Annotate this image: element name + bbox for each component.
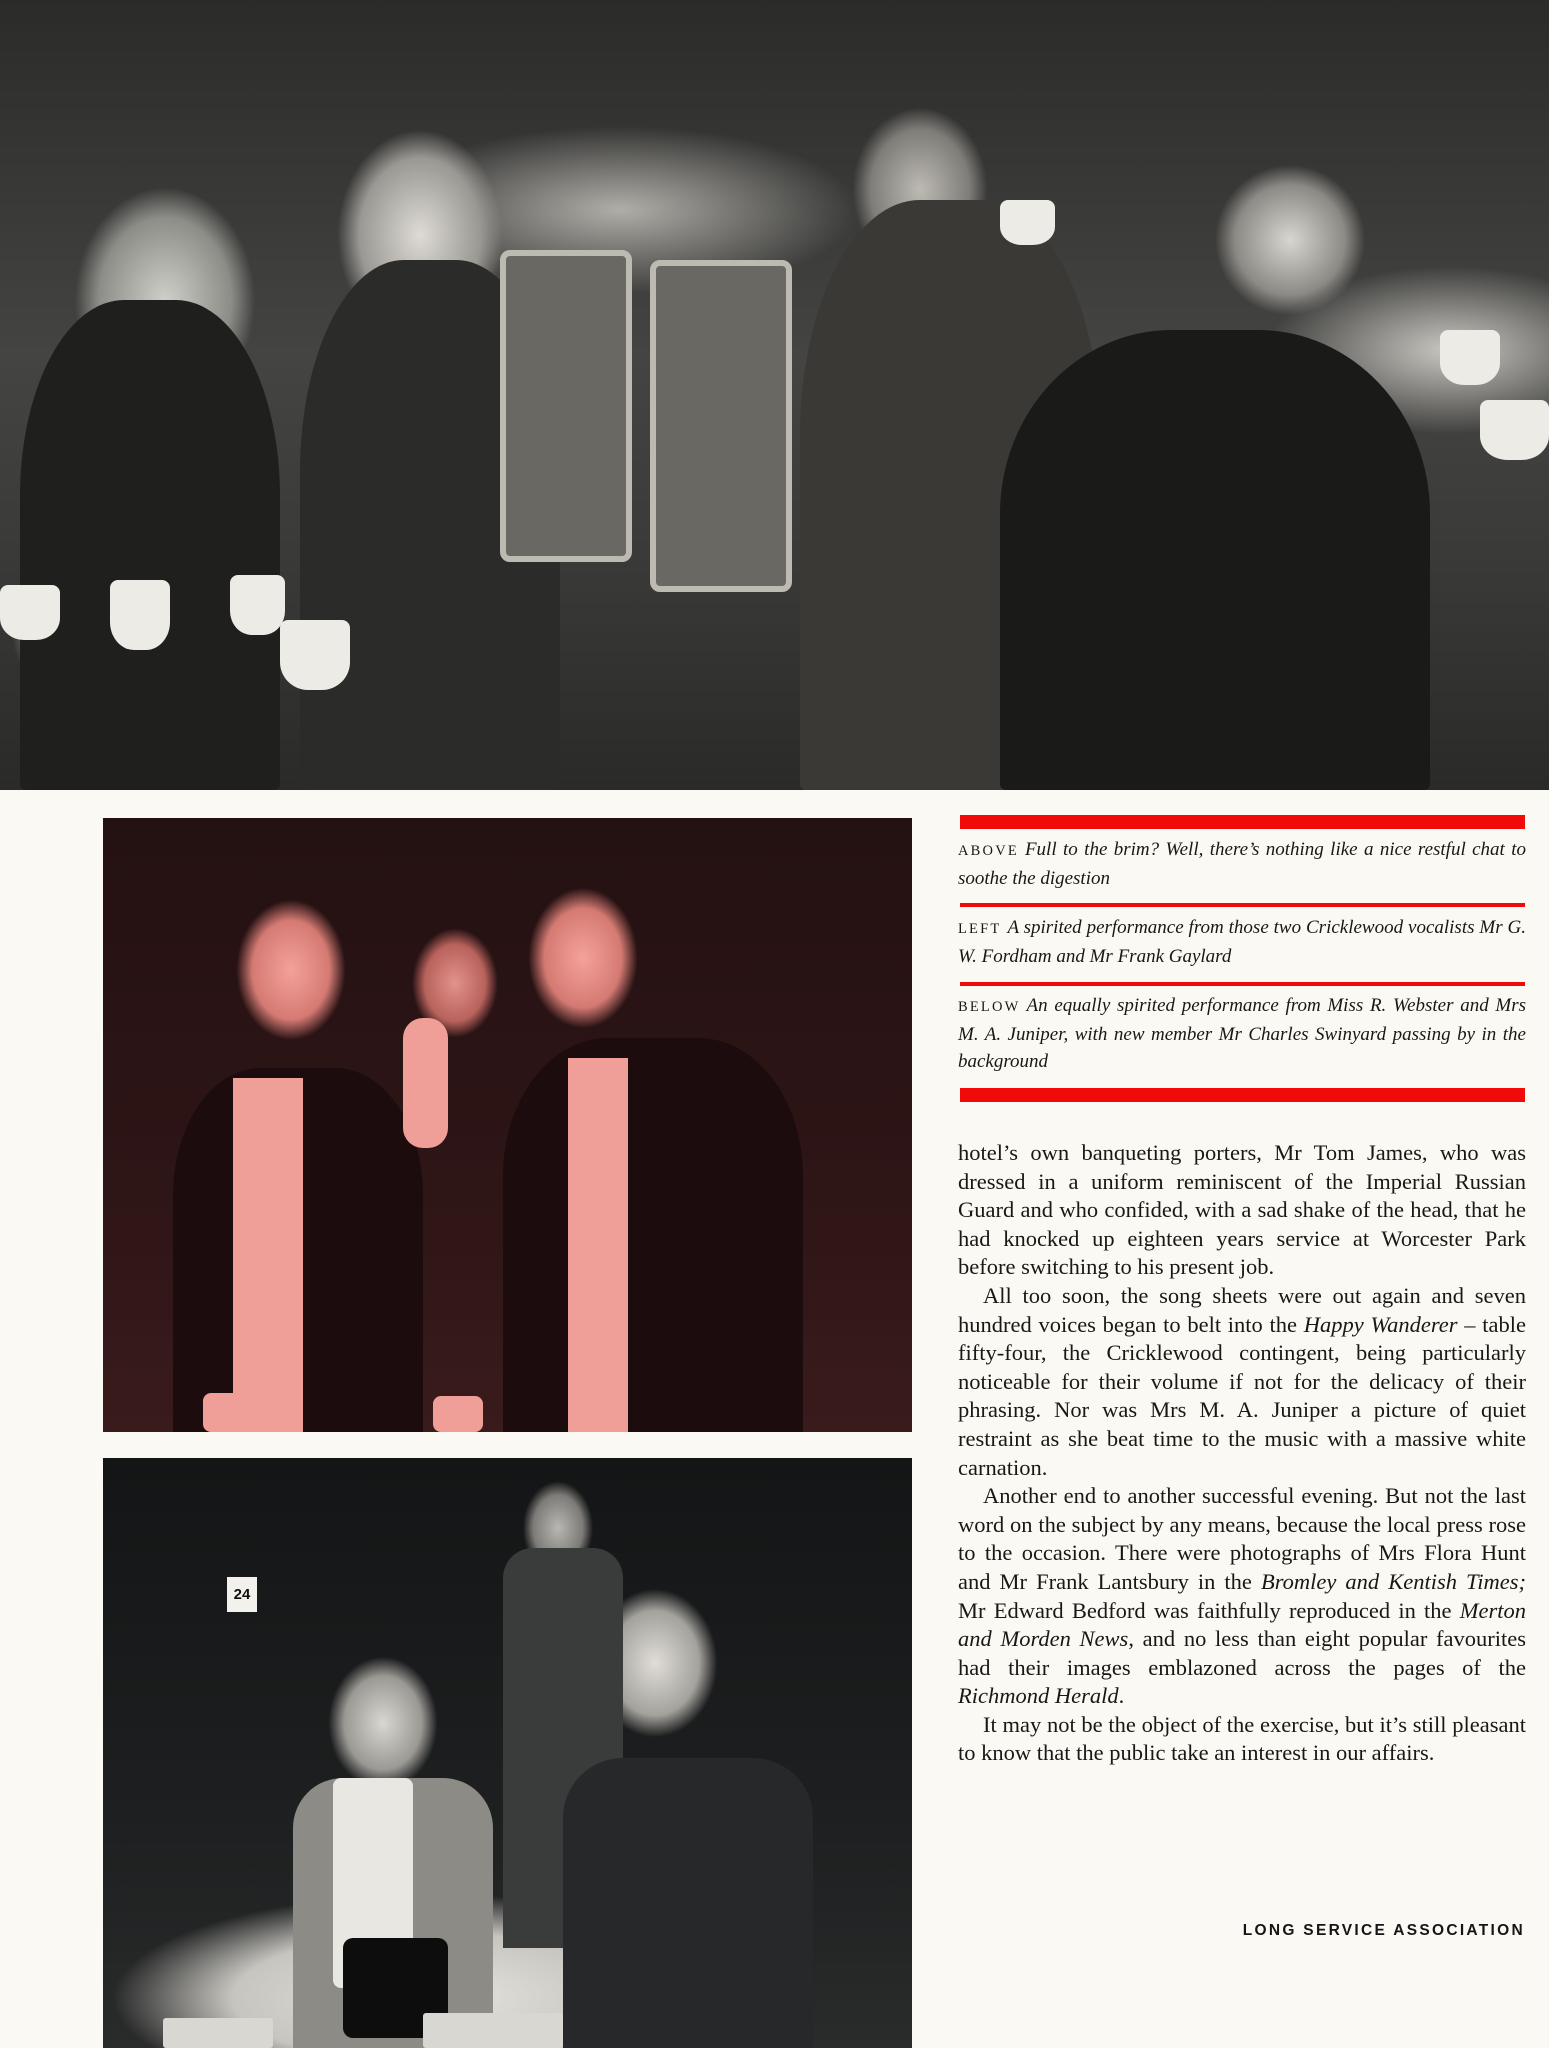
caption-left [958, 914, 1526, 970]
table-number-sign: 24 [227, 1577, 257, 1612]
article-paragraph [958, 1139, 1526, 1282]
article-paragraph [958, 1711, 1526, 1768]
photo-cup [110, 580, 170, 650]
photo-figure [503, 1038, 803, 1432]
photo-chair [500, 250, 632, 562]
publication-title: Merton and Morden News [958, 1597, 1526, 1652]
photo-cup [1480, 400, 1549, 460]
article-paragraph [958, 1482, 1526, 1711]
caption-text: A spirited performance from those two Cricklewood vocalists Mr G. W. Fordham and Mr Frank Gaylard [958, 917, 1526, 967]
text-run: It may not be the object of the exercise, but it’s still pleasant to know that the public take an interest in our affairs. [958, 1711, 1526, 1766]
photo-box [163, 2018, 273, 2048]
text-run: Mr Edward Bedford was faithfully reproduced in the [958, 1597, 1460, 1623]
caption-below [958, 992, 1526, 1075]
photo-spirited-performance [103, 1458, 912, 2048]
publication-title: Bromley and Kentish Times; [1260, 1568, 1526, 1594]
caption-above [958, 836, 1526, 892]
photo-figure [20, 300, 280, 790]
photo-chair [650, 260, 792, 592]
publication-footer: LONG SERVICE ASSOCIATION [1242, 1922, 1525, 1939]
photo-cup [1440, 330, 1500, 385]
photo-box [423, 2013, 563, 2048]
caption-label: BELOW [958, 999, 1021, 1015]
photo-cricklewood-vocalists [103, 818, 912, 1432]
publication-title: Happy Wanderer [1303, 1311, 1458, 1337]
article-paragraph [958, 1282, 1526, 1482]
caption-label: LEFT [958, 921, 1002, 937]
red-divider-thick [960, 815, 1525, 829]
photo-cup [433, 1396, 483, 1432]
photo-banquet-chat [0, 0, 1549, 790]
caption-text: An equally spirited performance from Miss R. Webster and Mrs M. A. Juniper, with new member Mr Charles Swinyard passing by in the background [958, 995, 1526, 1072]
photo-figure [1000, 330, 1430, 790]
text-run: , and no less than eight popular favourites had their images emblazoned across the pages of the [958, 1626, 1526, 1680]
photo-cup [0, 585, 60, 640]
text-run: Another end to another successful evening. But not the last word on the subject by any means, because the local press rose to the occasion. There were photographs of Mrs Flora Hunt and Mr Frank Lantsbury in the [958, 1483, 1526, 1594]
photo-figure [563, 1758, 813, 2048]
red-divider-thin [960, 903, 1525, 907]
photo-cup [203, 1393, 253, 1432]
caption-label: ABOVE [958, 843, 1019, 859]
photo-figure-shirt [568, 1058, 628, 1432]
text-run: All too soon, the song sheets were out again and seven hundred voices began to belt into the [958, 1282, 1526, 1337]
text-run: hotel’s own banqueting porters, Mr Tom James, who was dressed in a uniform reminiscent of the Imperial Russian Guard and who confided, with a sad shake of the head, that he had knocked up eighteen years service at Worcester Park before switching to his present job. [958, 1140, 1526, 1280]
photo-cup [280, 620, 350, 690]
photo-cup [230, 575, 285, 635]
text-run: – table fifty-four, the Cricklewood contingent, being particularly noticeable for their volume if not for the delicacy of their phrasing. Nor was Mrs M. A. Juniper a picture of quiet restraint as she beat time to the music with a massive white carnation. [958, 1311, 1526, 1480]
caption-text: Full to the brim? Well, there’s nothing like a nice restful chat to soothe the digestion [958, 839, 1526, 889]
photo-cup [1000, 200, 1055, 245]
text-run: . [1118, 1683, 1125, 1709]
photo-figure-hand [403, 1018, 448, 1148]
red-divider-thin [960, 982, 1525, 986]
publication-title: Richmond Herald [958, 1683, 1119, 1709]
article-body [958, 1139, 1526, 1768]
photo-figure-shirt [233, 1078, 303, 1432]
red-divider-thick [960, 1088, 1525, 1102]
